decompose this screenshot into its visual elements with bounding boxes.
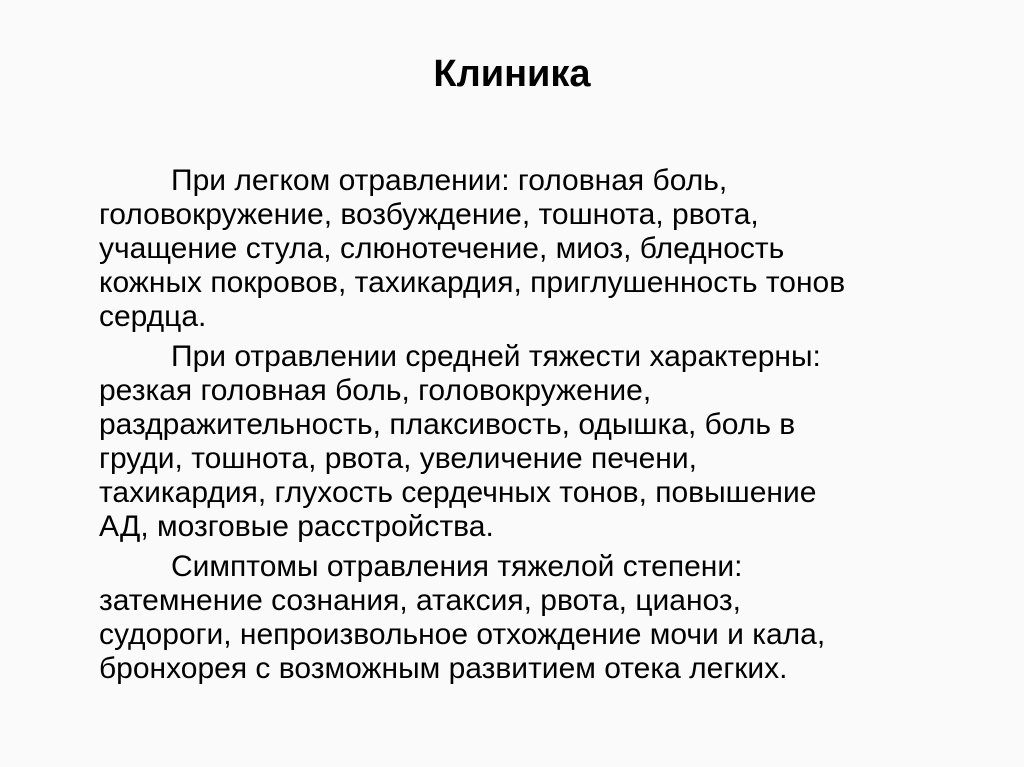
text-line: резкая головная боль, головокружение, [99,374,652,407]
paragraph-mild-poisoning [99,164,929,334]
text-line: раздражительность, плаксивость, одышка, боль в [99,408,796,441]
text-line: При отравлении средней тяжести характерны: [171,340,821,373]
text-line: судороги, непроизвольное отхождение мочи и кала, [99,618,826,651]
paragraph-severe-poisoning [99,550,929,686]
text-line: учащение стула, слюнотечение, миоз, бледность [99,232,785,265]
text-line: бронхорея с возможным развитием отека легких. [99,652,788,685]
paragraph-moderate-poisoning [99,340,929,544]
text-line: Симптомы отравления тяжелой степени: [171,550,743,583]
text-line: АД, мозговые расстройства. [99,510,494,543]
text-line: кожных покровов, тахикардия, приглушенность тонов [99,266,846,299]
slide-body [99,164,929,692]
text-line: груди, тошнота, рвота, увеличение печени, [99,442,697,475]
text-line: затемнение сознания, атаксия, рвота, цианоз, [99,584,741,617]
slide-title: Клиника [433,53,591,95]
text-line: тахикардия, глухость сердечных тонов, повышение [99,476,817,509]
text-line: При легком отравлении: головная боль, [171,164,728,197]
text-line: головокружение, возбуждение, тошнота, рвота, [99,198,759,231]
text-line: сердца. [99,300,207,333]
